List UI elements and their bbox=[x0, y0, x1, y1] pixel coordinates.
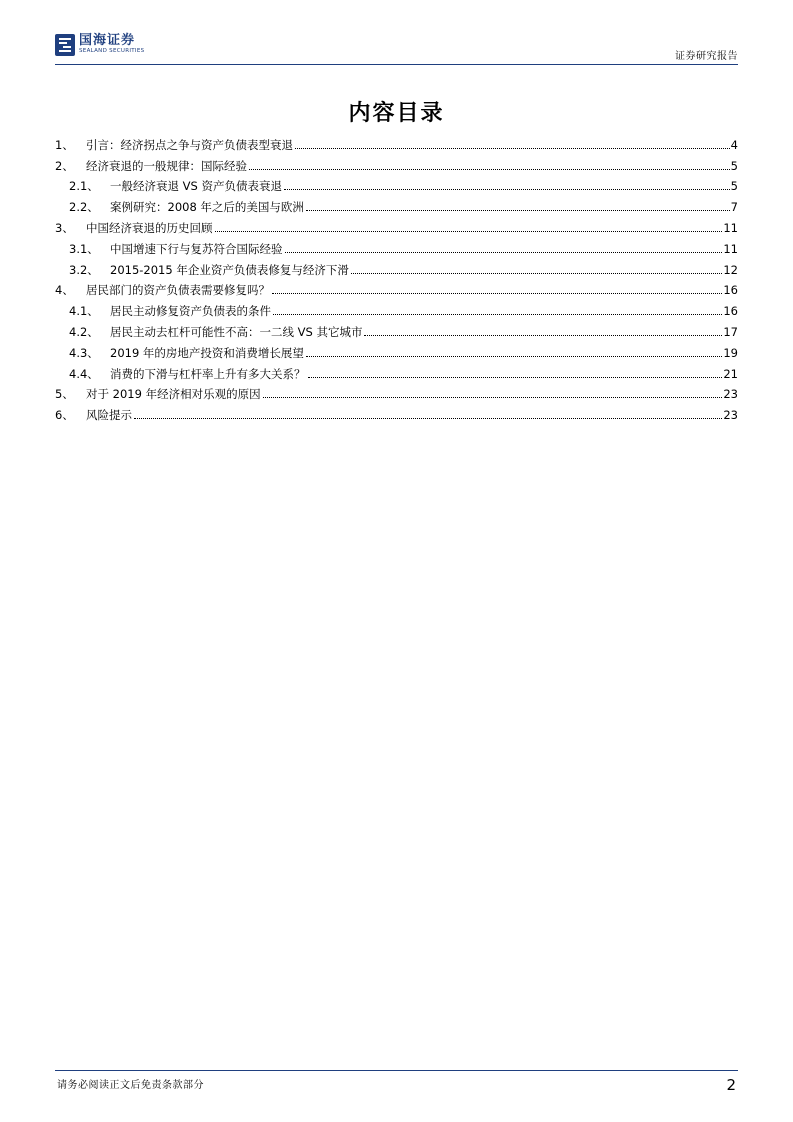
toc-entry-title[interactable]: 风险提示 bbox=[86, 408, 132, 423]
sealand-logo-icon bbox=[55, 34, 75, 56]
toc-entry-number: 4、 bbox=[55, 283, 74, 298]
header-divider bbox=[55, 64, 738, 65]
toc-entry-number: 4.4、 bbox=[69, 366, 99, 381]
toc-entry-number: 4.3、 bbox=[69, 345, 99, 360]
toc-entry-title[interactable]: 一般经济衰退 VS 资产负债表衰退 bbox=[110, 179, 282, 194]
toc-entry[interactable] bbox=[55, 131, 738, 152]
report-type-label: 证券研究报告 bbox=[675, 51, 738, 62]
toc-entry[interactable] bbox=[55, 193, 738, 214]
toc-entry-page: 4 bbox=[730, 137, 738, 152]
toc-entry-number: 4.1、 bbox=[69, 304, 99, 319]
toc-entry[interactable] bbox=[55, 214, 738, 235]
toc-dot-leader bbox=[364, 335, 722, 336]
toc-entry-number: 6、 bbox=[55, 408, 74, 423]
toc-entry-title[interactable]: 居民主动去杠杆可能性不高：一二线 VS 其它城市 bbox=[110, 324, 363, 339]
toc-entry-title[interactable]: 引言：经济拐点之争与资产负债表型衰退 bbox=[86, 137, 293, 152]
toc-dot-leader bbox=[308, 377, 723, 378]
toc-entry-title[interactable]: 消费的下滑与杠杆率上升有多大关系？ bbox=[110, 366, 306, 381]
toc-entry[interactable] bbox=[55, 360, 738, 381]
toc-dot-leader bbox=[215, 231, 723, 232]
toc-dot-leader bbox=[285, 252, 723, 253]
toc-entry-page: 11 bbox=[723, 241, 738, 256]
toc-entry-title[interactable]: 居民部门的资产负债表需要修复吗？ bbox=[86, 283, 270, 298]
toc-dot-leader bbox=[263, 397, 723, 398]
disclaimer-note: 请务必阅读正文后免责条款部分 bbox=[57, 1080, 204, 1091]
company-logo bbox=[55, 34, 144, 56]
toc-entry-page: 21 bbox=[723, 366, 738, 381]
toc-entry-page: 23 bbox=[723, 387, 738, 402]
toc-entry-number: 2.1、 bbox=[69, 179, 99, 194]
toc-entry-page: 7 bbox=[730, 200, 738, 215]
toc-entry-title[interactable]: 对于 2019 年经济相对乐观的原因 bbox=[86, 387, 261, 402]
toc-dot-leader bbox=[249, 169, 730, 170]
page-header bbox=[55, 34, 738, 64]
toc-entry-title[interactable]: 中国增速下行与复苏符合国际经验 bbox=[110, 241, 283, 256]
page-number: 2 bbox=[726, 1076, 736, 1094]
toc-dot-leader bbox=[306, 210, 730, 211]
logo-chinese-name: 国海证券 bbox=[79, 33, 136, 48]
toc-dot-leader bbox=[306, 356, 722, 357]
toc-entry-page: 17 bbox=[723, 324, 738, 339]
toc-entry-page: 5 bbox=[730, 158, 738, 173]
toc-dot-leader bbox=[134, 418, 722, 419]
toc-entry-title[interactable]: 中国经济衰退的历史回顾 bbox=[86, 220, 213, 235]
toc-dot-leader bbox=[295, 148, 730, 149]
toc-entry-number: 3、 bbox=[55, 220, 74, 235]
toc-entry-title[interactable]: 2019 年的房地产投资和消费增长展望 bbox=[110, 345, 304, 360]
toc-entry-page: 19 bbox=[723, 345, 738, 360]
toc-entry[interactable] bbox=[55, 235, 738, 256]
toc-entry-number: 3.2、 bbox=[69, 262, 99, 277]
toc-entry-number: 5、 bbox=[55, 387, 74, 402]
toc-dot-leader bbox=[272, 293, 722, 294]
toc-entry[interactable] bbox=[55, 152, 738, 173]
toc-entry[interactable] bbox=[55, 401, 738, 422]
toc-entry-page: 16 bbox=[723, 283, 738, 298]
toc-entry-page: 12 bbox=[723, 262, 738, 277]
toc-dot-leader bbox=[273, 314, 722, 315]
toc-entry-page: 16 bbox=[723, 304, 738, 319]
toc-entry[interactable] bbox=[55, 297, 738, 318]
toc-entry-number: 2.2、 bbox=[69, 200, 99, 215]
toc-entry-title[interactable]: 经济衰退的一般规律：国际经验 bbox=[86, 158, 247, 173]
toc-dot-leader bbox=[284, 189, 730, 190]
toc-entry-number: 1、 bbox=[55, 137, 74, 152]
toc-entry[interactable] bbox=[55, 318, 738, 339]
toc-entry[interactable] bbox=[55, 381, 738, 402]
footer-divider bbox=[55, 1070, 738, 1071]
toc-entry-title[interactable]: 案例研究：2008 年之后的美国与欧洲 bbox=[110, 200, 304, 215]
toc-entry-title[interactable]: 居民主动修复资产负债表的条件 bbox=[110, 304, 271, 319]
toc-entry-page: 11 bbox=[723, 220, 738, 235]
toc-entry[interactable] bbox=[55, 173, 738, 194]
toc-entry-number: 4.2、 bbox=[69, 324, 99, 339]
logo-english-name: SEALAND SECURITIES bbox=[79, 48, 145, 54]
toc-entry-page: 5 bbox=[730, 179, 738, 194]
toc-entry[interactable] bbox=[55, 277, 738, 298]
toc-entry-title[interactable]: 2015-2015 年企业资产负债表修复与经济下滑 bbox=[110, 262, 349, 277]
table-of-contents bbox=[55, 131, 738, 422]
toc-entry[interactable] bbox=[55, 256, 738, 277]
toc-entry-number: 2、 bbox=[55, 158, 74, 173]
toc-title: 内容目录 bbox=[348, 100, 445, 126]
toc-entry[interactable] bbox=[55, 339, 738, 360]
toc-entry-page: 23 bbox=[723, 408, 738, 423]
toc-dot-leader bbox=[351, 273, 723, 274]
toc-entry-number: 3.1、 bbox=[69, 241, 99, 256]
